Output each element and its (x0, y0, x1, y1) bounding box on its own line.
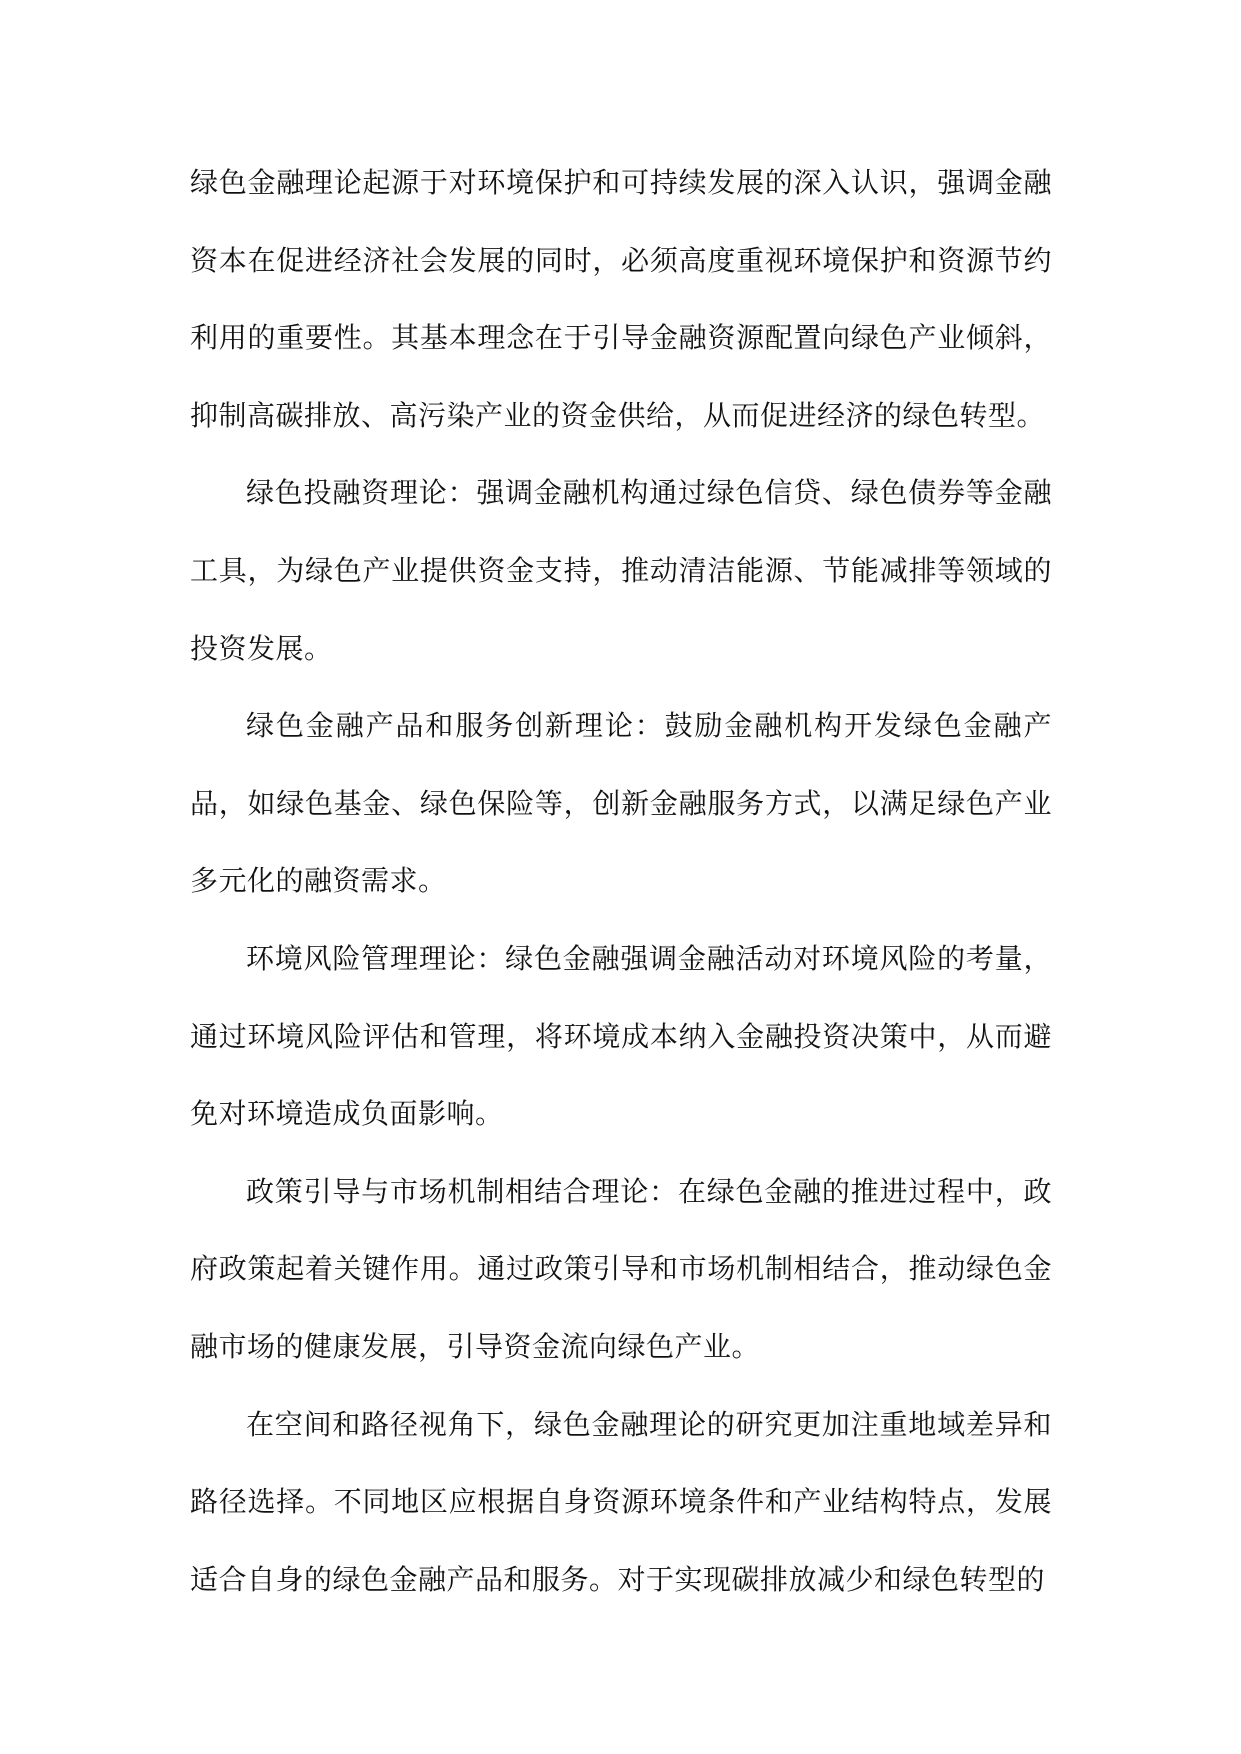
document-body (190, 144, 1052, 1618)
paragraph-environmental-risk-theory: 环境风险管理理论：绿色金融强调金融活动对环境风险的考量，通过环境风险评估和管理，将环境成本纳入金融投资决策中，从而避免对环境造成负面影响。 (190, 941, 1052, 1131)
paragraph-spatial-path-perspective: 在空间和路径视角下，绿色金融理论的研究更加注重地域差异和路径选择。不同地区应根据自身资源环境条件和产业结构特点，发展适合自身的绿色金融产品和服务。对于实现碳排放减少和绿色转型的 (190, 1407, 1052, 1596)
paragraph-green-finance-origin: 绿色金融理论起源于对环境保护和可持续发展的深入认识，强调金融资本在促进经济社会发展的同时，必须高度重视环境保护和资源节约利用的重要性。其基本理念在于引导金融资源配置向绿色产业倾斜，抑制高碳排放、高污染产业的资金供给，从而促进经济的绿色转型。 (190, 166, 1052, 432)
paragraph-product-innovation-theory: 绿色金融产品和服务创新理论：鼓励金融机构开发绿色金融产品，如绿色基金、绿色保险等，创新金融服务方式，以满足绿色产业多元化的融资需求。 (190, 709, 1052, 898)
paragraph-policy-market-theory: 政策引导与市场机制相结合理论：在绿色金融的推进过程中，政府政策起着关键作用。通过政策引导和市场机制相结合，推动绿色金融市场的健康发展，引导资金流向绿色产业。 (190, 1174, 1052, 1363)
paragraph-green-investment-theory: 绿色投融资理论：强调金融机构通过绿色信贷、绿色债券等金融工具，为绿色产业提供资金支持，推动清洁能源、节能减排等领域的投资发展。 (190, 476, 1052, 665)
